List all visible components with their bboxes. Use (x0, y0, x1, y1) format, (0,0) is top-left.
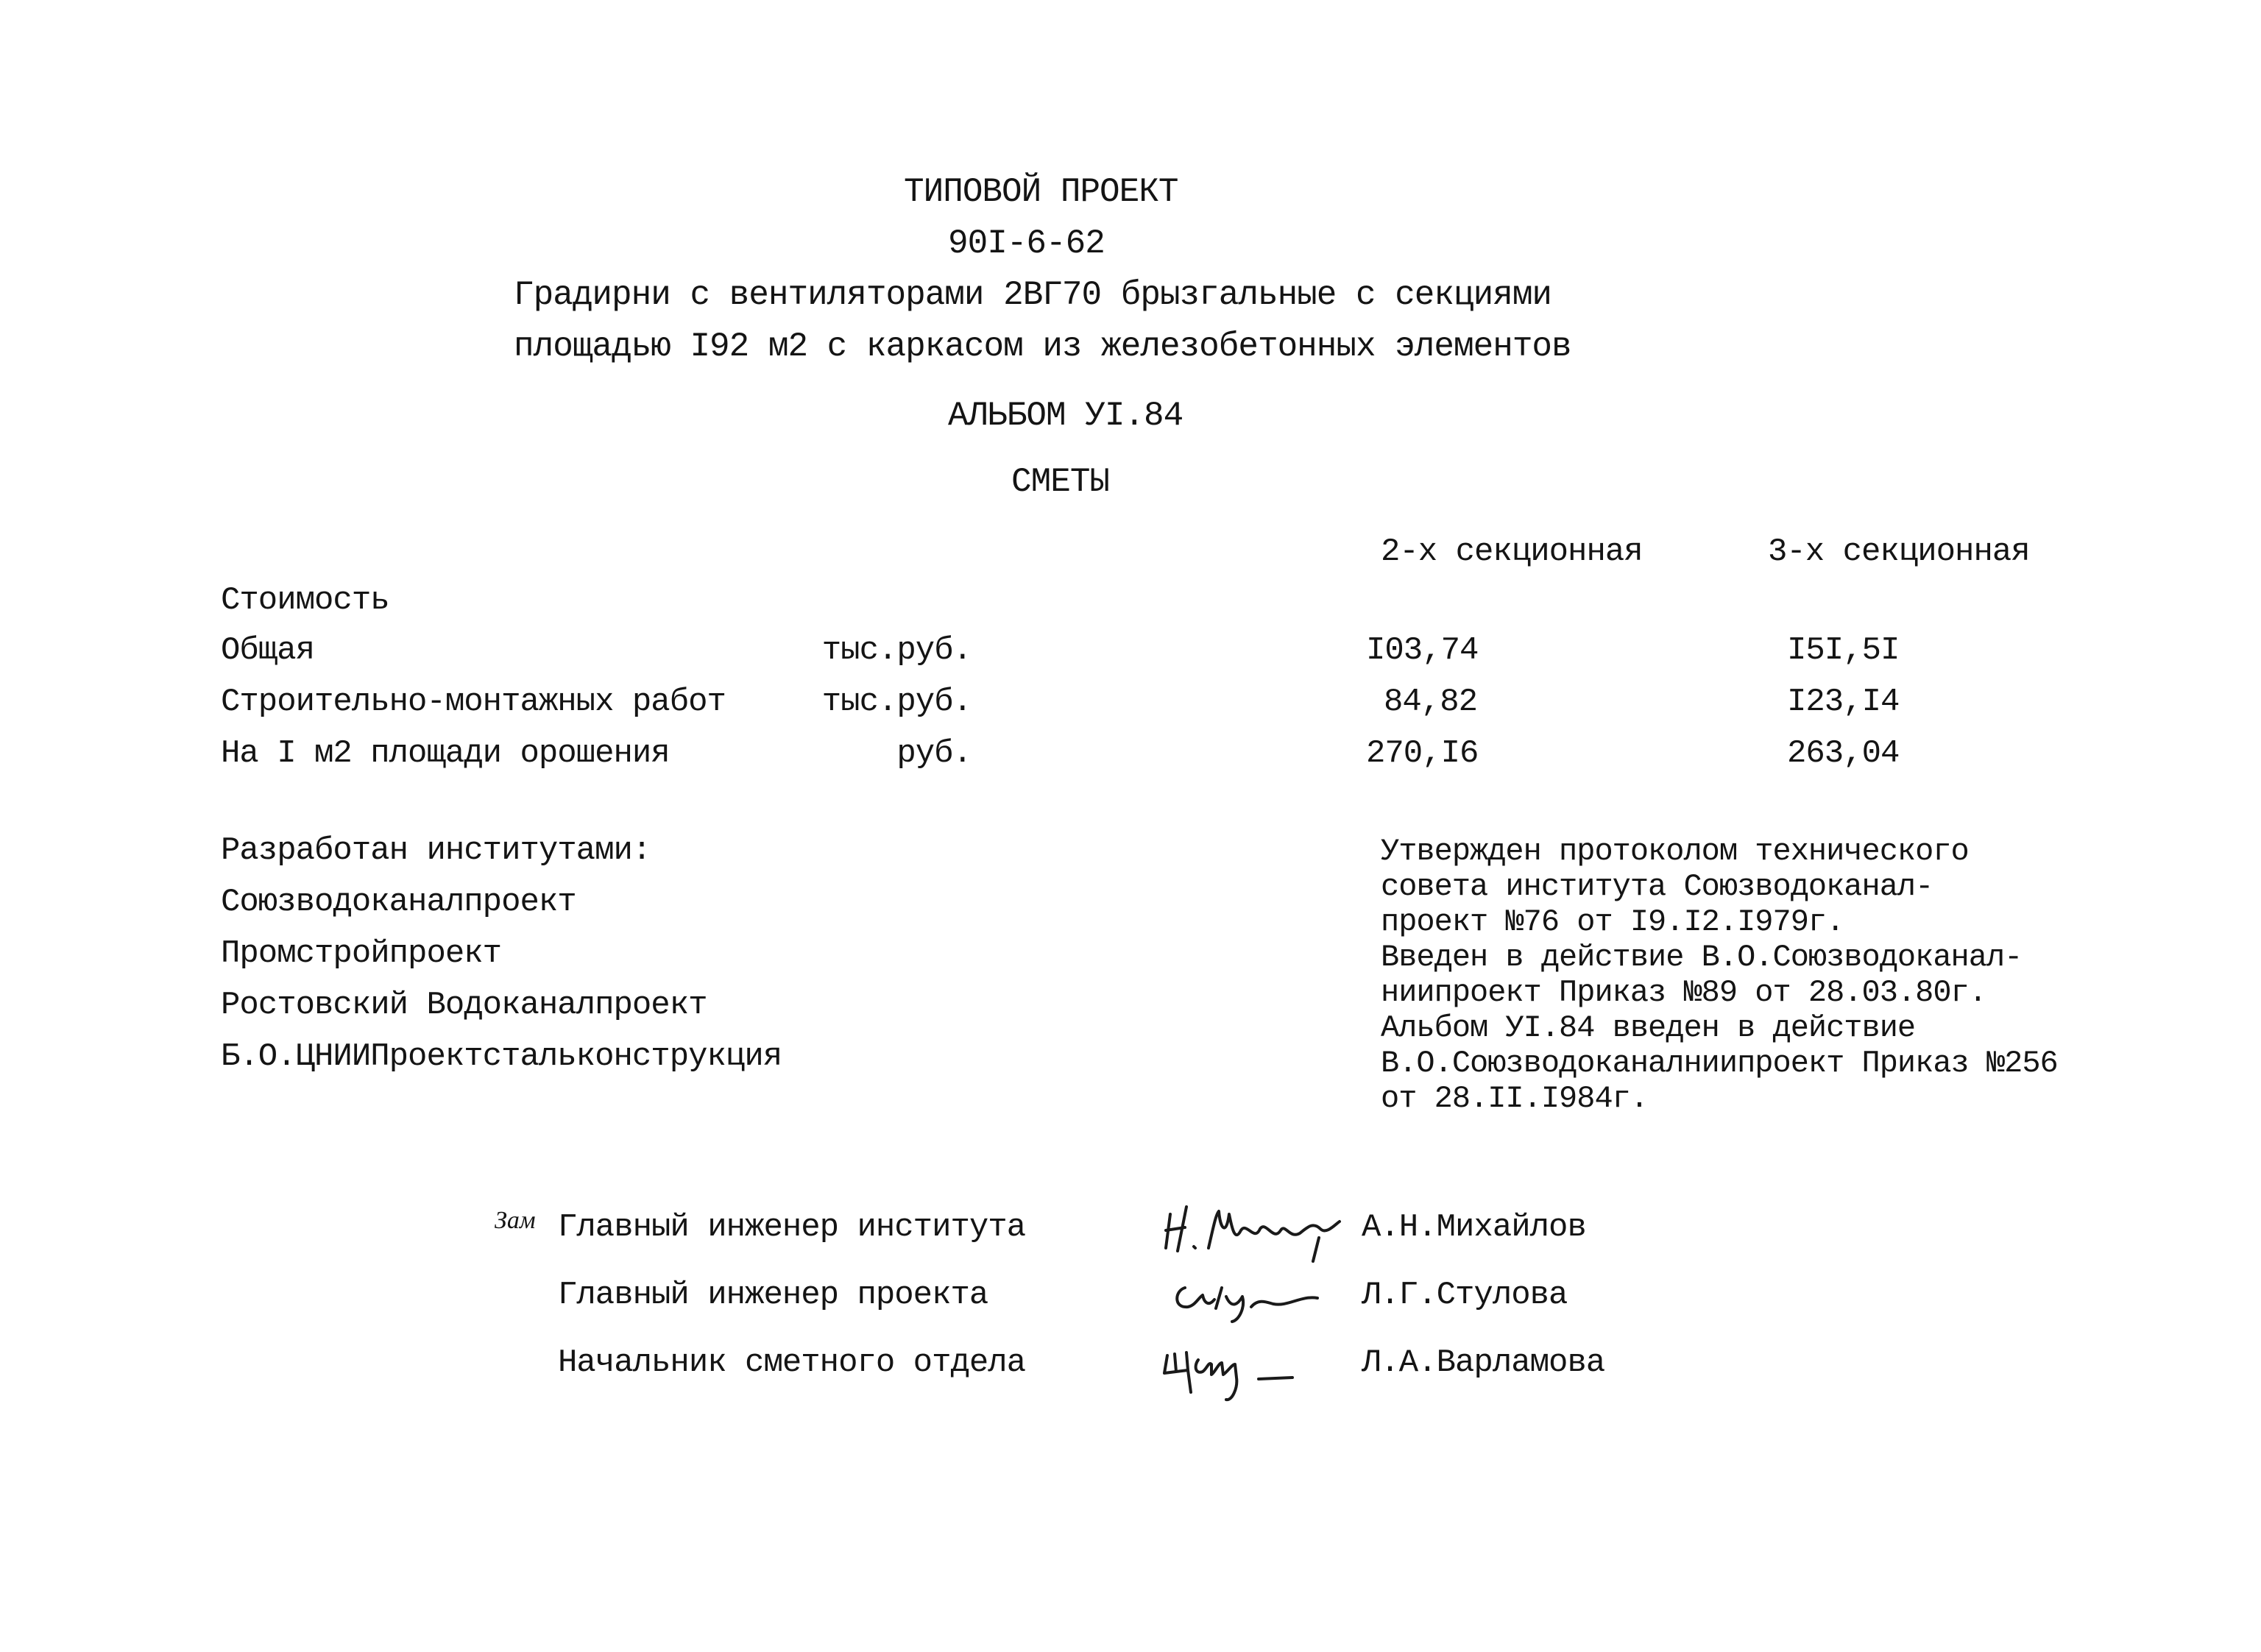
handwritten-signature (1163, 1266, 1347, 1325)
cost-value-3-section: I23,I4 (1787, 684, 1900, 720)
approval-line: Введен в действие В.О.Союзводоканал- (1381, 940, 2023, 975)
column-header-3-section: 3-х секционная (1768, 533, 2030, 570)
approval-line: проект №76 от I9.I2.I979г. (1381, 904, 1844, 940)
approval-line: Утвержден протоколом технического (1381, 834, 1969, 869)
cost-row-label: Общая (221, 632, 315, 669)
developer-item: Ростовский Водоканалпроект (221, 987, 707, 1024)
doc-title: ТИПОВОЙ ПРОЕКТ (904, 173, 1178, 211)
handwritten-signature (1156, 1185, 1369, 1266)
approval-line: от 28.II.I984г. (1381, 1081, 1649, 1116)
album-title: АЛЬБОМ УI.84 (948, 397, 1183, 435)
developers-heading: Разработан институтами: (221, 832, 651, 869)
signatory-role: Главный инженер проекта (558, 1277, 988, 1314)
developer-item: Б.О.ЦНИИПроектстальконструкция (221, 1038, 782, 1075)
cost-heading: Стоимость (221, 582, 389, 619)
cost-value-3-section: I5I,5I (1787, 632, 1900, 669)
description-line-1: Градирни с вентиляторами 2ВГ70 брызгальные с секциями (514, 276, 1552, 314)
approval-line: Альбом УI.84 введен в действие (1381, 1010, 1916, 1046)
description-line-2: площадью I92 м2 с каркасом из железобетонных элементов (514, 327, 1571, 366)
developer-item: Союзводоканалпроект (221, 884, 576, 921)
approval-line: В.О.Союзводоканалниипроект Приказ №256 (1381, 1046, 2058, 1081)
cost-value-2-section: 84,82 (1384, 684, 1478, 720)
signatory-role: Главный инженер института (558, 1209, 1026, 1246)
approval-line: ниипроект Приказ №89 от 28.03.80г. (1381, 975, 1986, 1010)
signatory-name: Л.А.Варламова (1362, 1344, 1605, 1381)
project-number: 90I-6-62 (948, 224, 1105, 263)
cost-row-unit: тыс.руб. (821, 684, 972, 720)
signatory-name: А.Н.Михайлов (1362, 1209, 1586, 1246)
section-title: СМЕТЫ (1011, 463, 1110, 501)
signatory-role: Начальник сметного отдела (558, 1344, 1026, 1381)
cost-row-unit: тыс.руб. (821, 632, 972, 669)
handwritten-signature (1156, 1329, 1340, 1410)
cost-value-3-section: 263,04 (1787, 735, 1900, 772)
column-header-2-section: 2-х секционная (1381, 533, 1643, 570)
handwritten-prefix: Зам (495, 1207, 536, 1234)
developer-item: Промстройпроект (221, 935, 502, 972)
cost-value-2-section: 270,I6 (1366, 735, 1479, 772)
approval-line: совета института Союзводоканал- (1381, 869, 1933, 904)
cost-row-label: Строительно-монтажных работ (221, 684, 726, 720)
cost-row-label: На I м2 площади орошения (221, 735, 670, 772)
signatory-name: Л.Г.Стулова (1362, 1277, 1568, 1314)
cost-value-2-section: I03,74 (1366, 632, 1479, 669)
cost-row-unit: руб. (896, 735, 972, 772)
